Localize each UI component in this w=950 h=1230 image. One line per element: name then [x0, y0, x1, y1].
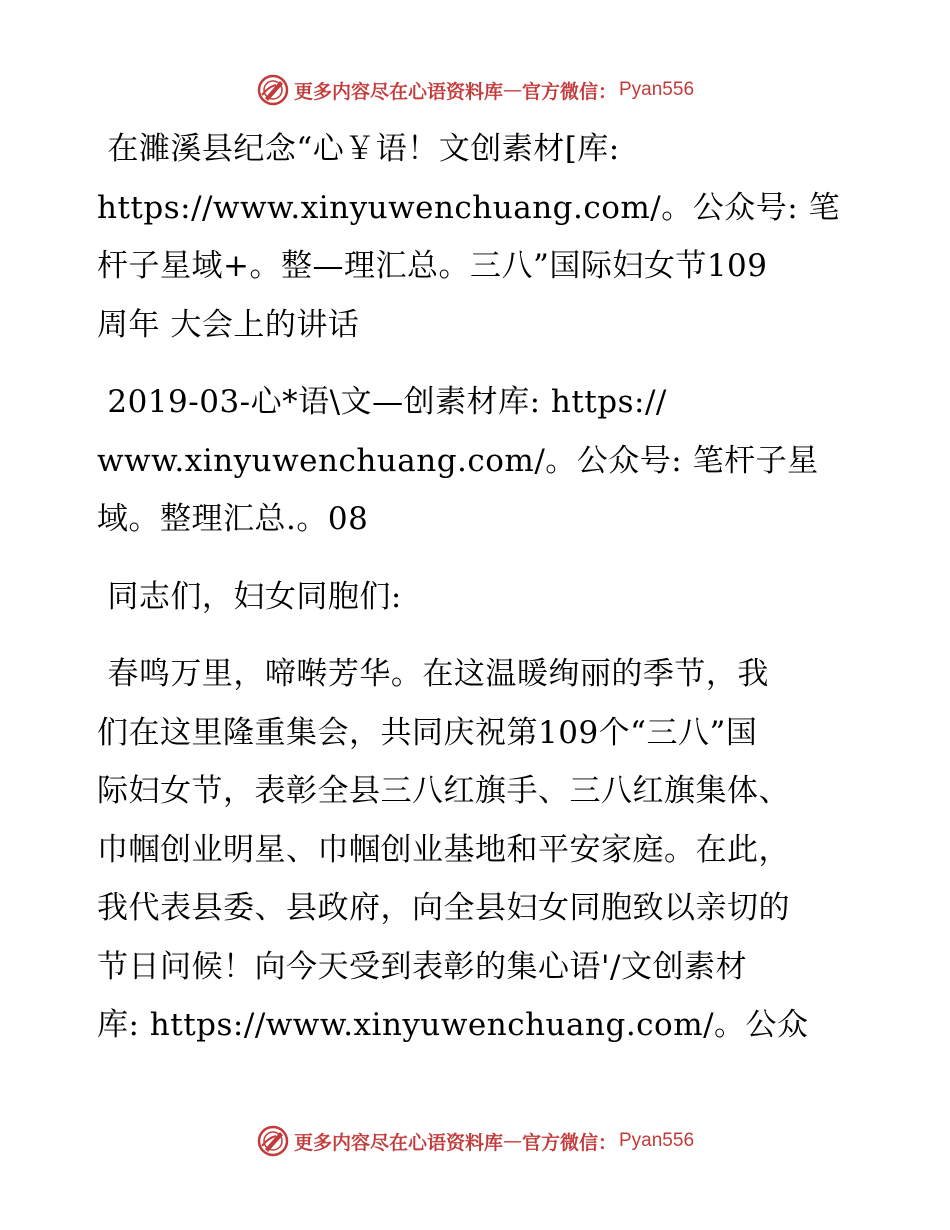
paragraph [97, 645, 857, 1055]
text-line: 际妇女节，表彰全县三八红旗手、三八红旗集体、 [97, 773, 790, 809]
text-line: 周年 大会上的讲话 [97, 306, 360, 343]
text-line: www.xinyuwenchuang.com/。公众号: 笔杆子星 [97, 442, 819, 479]
footer-banner-label: 官方微信： [521, 1131, 617, 1154]
text-line: 杆子星域+。整—理汇总。三八”国际妇女节109 [97, 248, 768, 284]
text-line: 们在这里隆重集会，共同庆祝第109个“三八”国 [97, 714, 758, 751]
text-line: 库: https://www.xinyuwenchuang.com/。公众 [97, 1007, 809, 1043]
header-banner-text: 更多内容尽在心语资料库 [293, 80, 503, 103]
text-line: 在濉溪县纪念“心￥语！文创素材[库: [97, 131, 620, 167]
footer-wechat-id: Pyan556 [619, 1130, 695, 1151]
footer-banner-inner [256, 1124, 694, 1158]
seal-logo-icon [256, 1124, 290, 1158]
document-body [97, 120, 857, 1074]
footer-banner-text: 更多内容尽在心语资料库 [293, 1131, 503, 1154]
paragraph [97, 568, 857, 627]
text-line: 2019-03-心*语\文—创素材库: https:// [97, 384, 667, 420]
header-banner-label: 官方微信： [521, 80, 617, 103]
text-line: https://www.xinyuwenchuang.com/。公众号: 笔 [97, 189, 841, 226]
seal-logo-icon [256, 73, 290, 107]
paragraph [97, 120, 857, 354]
header-banner-inner [256, 73, 694, 107]
header-banner [0, 70, 950, 110]
header-banner-dash: — [502, 79, 522, 101]
footer-banner [0, 1121, 950, 1161]
text-line: 巾帼创业明星、巾帼创业基地和平安家庭。在此， [97, 831, 790, 868]
text-line: 春鸣万里，啼啭芳华。在这温暖绚丽的季节，我 [97, 656, 769, 692]
paragraph [97, 373, 857, 549]
text-line: 节日问候！向今天受到表彰的集心语'/文创素材 [97, 948, 747, 985]
header-wechat-id: Pyan556 [619, 79, 695, 100]
text-line: 同志们，妇女同胞们: [97, 578, 402, 615]
text-line: 我代表县委、县政府，向全县妇女同胞致以亲切的 [97, 890, 790, 926]
footer-banner-dash: — [502, 1130, 522, 1152]
text-line: 域。整理汇总.。08 [97, 501, 369, 537]
